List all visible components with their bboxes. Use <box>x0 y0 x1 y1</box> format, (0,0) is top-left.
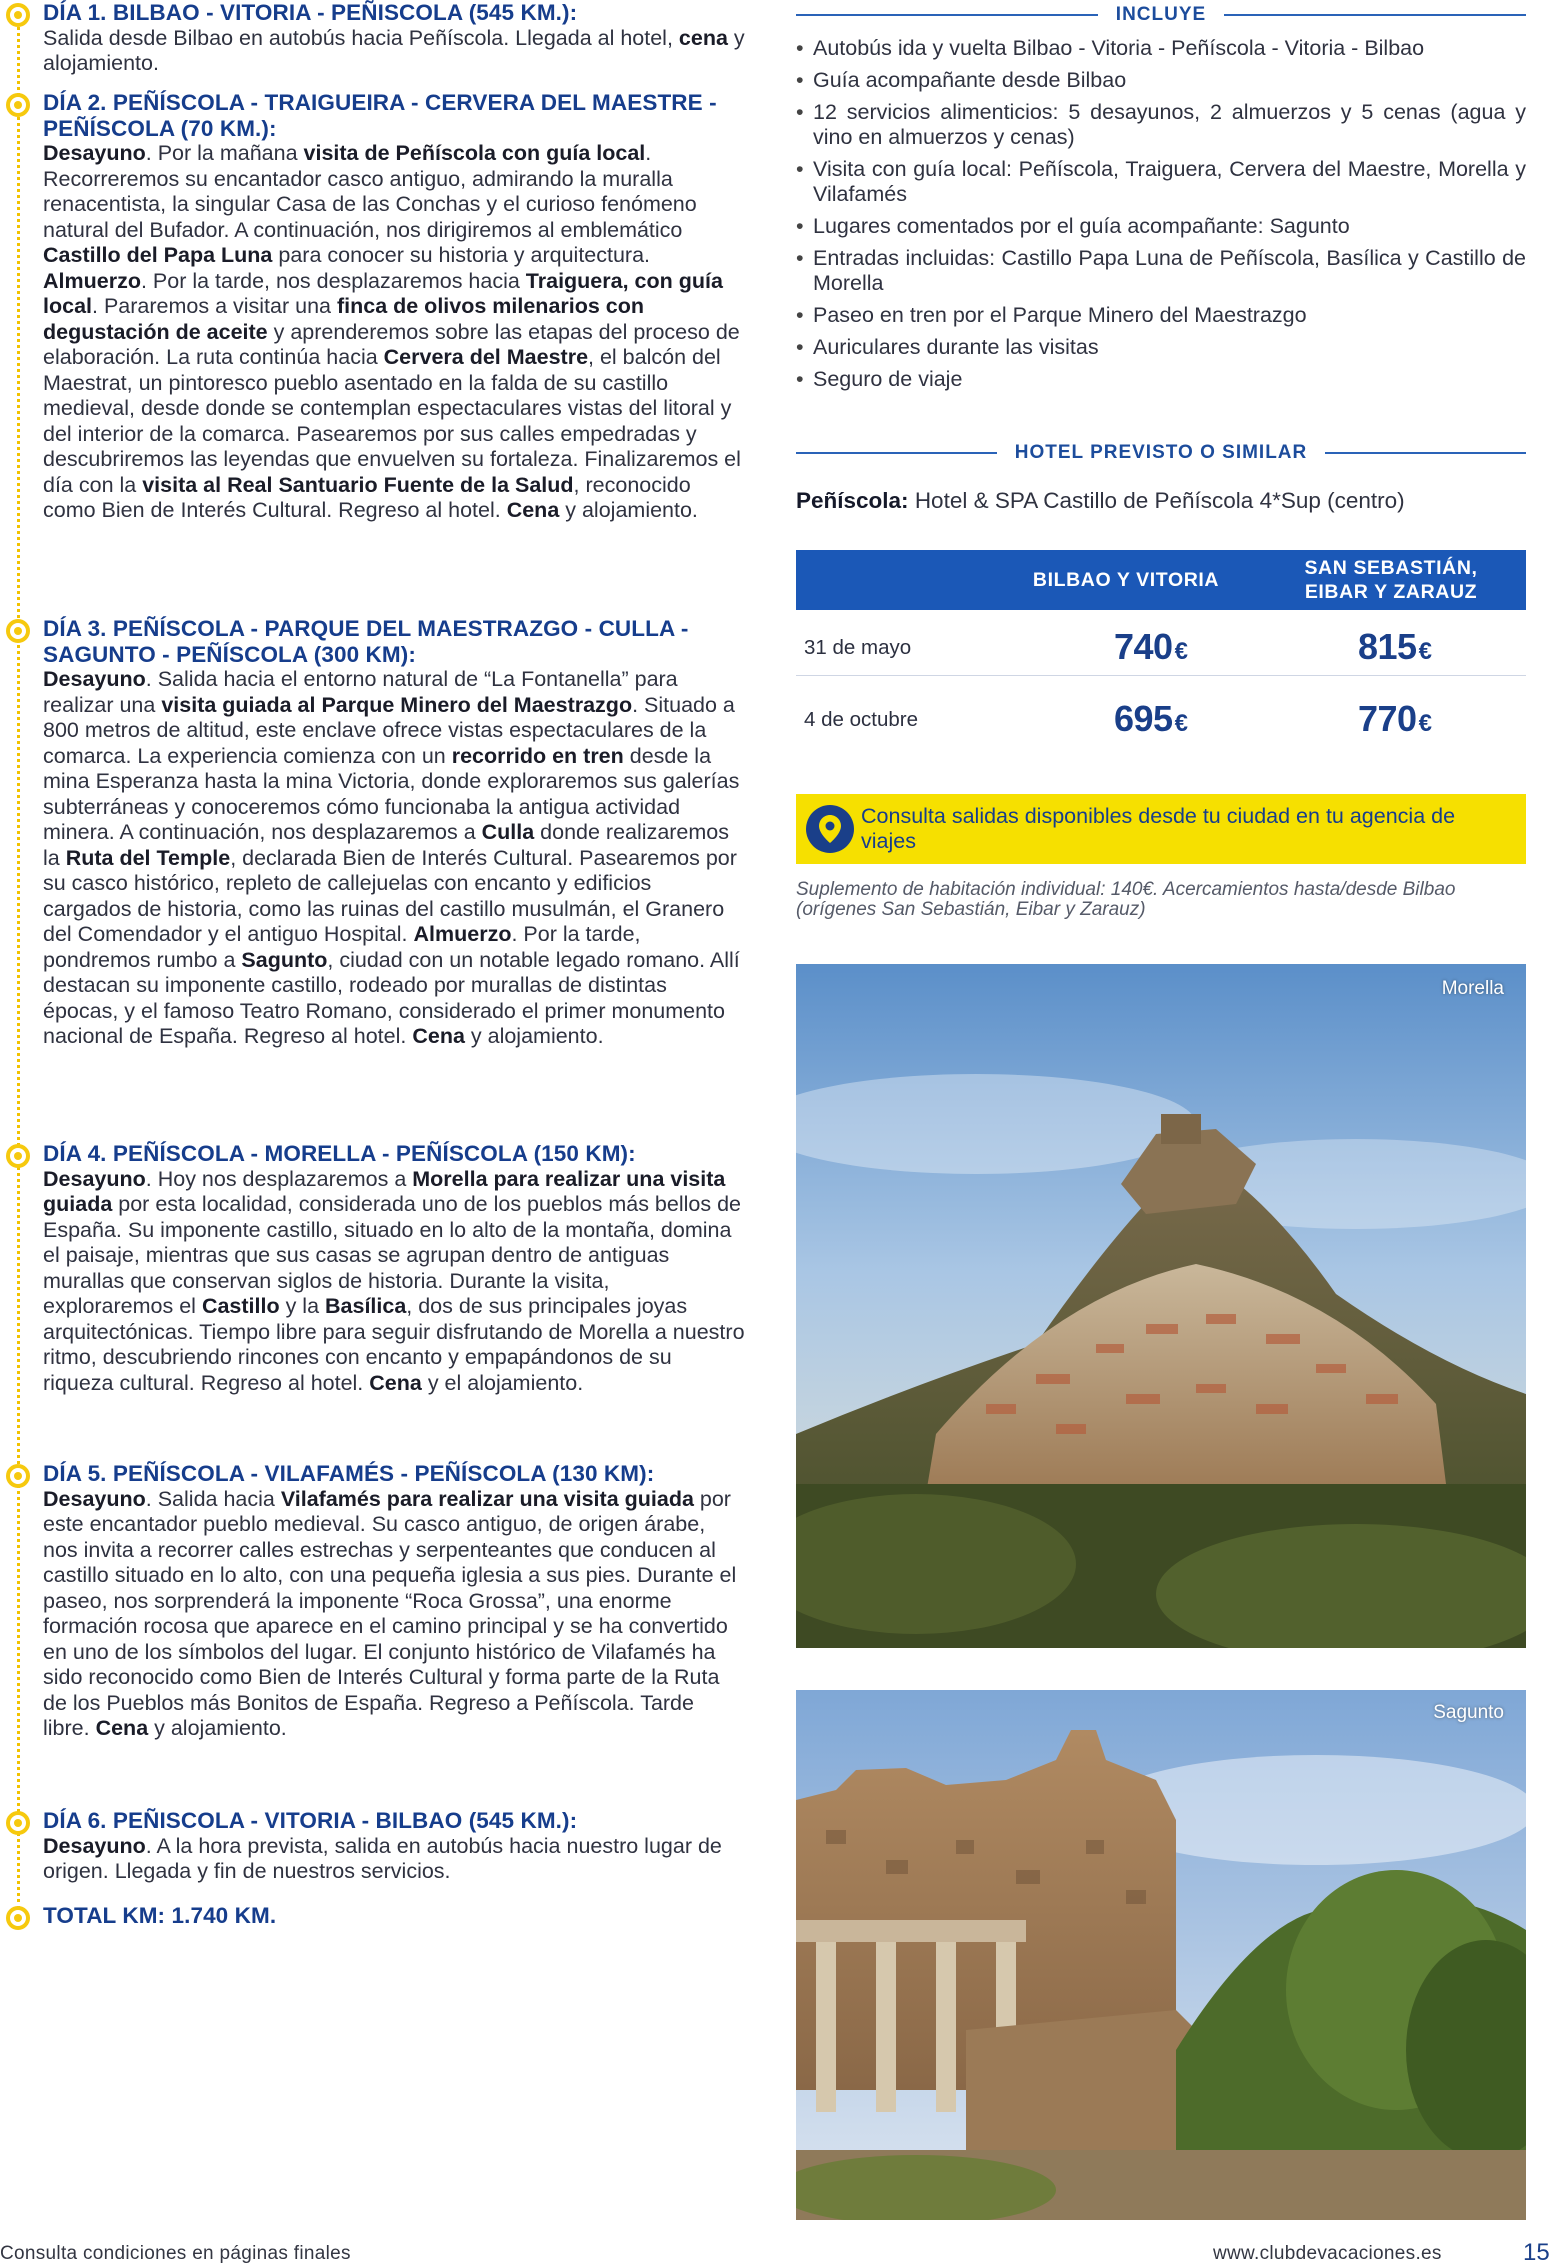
description-text: . Por la tarde, pondremos rumbo a <box>43 922 641 972</box>
price-value: 815 <box>1358 626 1417 667</box>
price-column-san-sebastian-line1: SAN SEBASTIÁN, <box>1304 557 1478 579</box>
highlighted-text: Sagunto <box>241 947 328 972</box>
highlighted-text: Cena <box>412 1024 465 1048</box>
highlighted-text: Traiguera, con guía local <box>43 268 723 318</box>
timeline-marker-icon <box>6 1811 30 1835</box>
day-description <box>43 1487 745 1742</box>
highlighted-text: Desayuno <box>43 1486 146 1511</box>
highlighted-text: finca de olivos milenarios con degustación de aceite <box>43 294 645 344</box>
day-title: DÍA 3. PEÑÍSCOLA - PARQUE DEL MAESTRAZGO - CULLA - SAGUNTO - PEÑÍSCOLA (300 KM): <box>43 616 689 667</box>
day-6 <box>0 1808 745 1885</box>
day-title: DÍA 6. PEÑISCOLA - VITORIA - BILBAO (545 KM.): <box>43 1808 578 1833</box>
price-value: 770 <box>1358 698 1417 739</box>
highlighted-text: Basílica <box>325 1294 407 1318</box>
total-km <box>0 1903 745 1929</box>
price-column-san-sebastian <box>1276 550 1506 610</box>
incluye-list <box>796 36 1526 399</box>
day-title: DÍA 5. PEÑÍSCOLA - VILAFAMÉS - PEÑÍSCOLA (130 KM): <box>43 1461 655 1486</box>
incluye-heading-label: INCLUYE <box>1115 4 1207 25</box>
currency-symbol: € <box>1174 638 1188 665</box>
timeline-marker-icon <box>6 619 30 643</box>
price-column-bilbao-vitoria: BILBAO Y VITORIA <box>1032 569 1220 591</box>
incluye-item: • Entradas incluidas: Castillo Papa Luna de Peñíscola, Basílica y Castillo de Morella <box>796 246 1526 296</box>
morella-caption: Morella <box>1441 978 1504 999</box>
incluye-item: • Guía acompañante desde Bilbao <box>796 68 1526 93</box>
description-text: , dos de sus principales joyas arquitectónicas. Tiempo libre para seguir disfrutando de Morella a nuestro ritmo, descubriendo rincones con encanto y empapándonos de su riqueza cultural. Regreso al hotel. <box>43 1294 745 1395</box>
day-2 <box>0 90 745 524</box>
hotel-city: Peñíscola: <box>796 488 909 513</box>
highlighted-text: Cena <box>95 1716 149 1740</box>
timeline-marker-icon <box>6 1144 30 1168</box>
description-text: y el alojamiento. <box>421 1370 584 1395</box>
description-text: . Hoy nos desplazaremos a <box>145 1166 413 1191</box>
price-san-sebastian <box>1358 626 1431 668</box>
description-text: Salida desde Bilbao en autobús hacia Peñíscola. Llegada al hotel, <box>43 25 679 50</box>
price-bilbao-vitoria <box>1114 698 1187 740</box>
day-4 <box>0 1141 745 1396</box>
price-row-date: 4 de octubre <box>804 708 918 731</box>
footer-website-link[interactable]: www.clubdevacaciones.es <box>1213 2243 1442 2264</box>
hotel-heading-label: HOTEL PREVISTO O SIMILAR <box>1014 442 1308 463</box>
highlighted-text: visita guiada al Parque Minero del Maestrazgo <box>161 692 633 717</box>
incluye-item: • Auriculares durante las visitas <box>796 335 1526 360</box>
description-text: . Por la mañana <box>145 141 304 165</box>
description-text: para conocer su historia y arquitectura. <box>272 243 651 267</box>
highlighted-text: visita de Peñíscola con guía local <box>303 141 646 165</box>
incluye-item: • Paseo en tren por el Parque Minero del Maestrazgo <box>796 303 1526 328</box>
price-column-san-sebastian-line2: EIBAR Y ZARAUZ <box>1304 581 1478 603</box>
hotel-name: Hotel & SPA Castillo de Peñíscola 4*Sup (centro) <box>914 488 1405 513</box>
hotel-heading <box>796 438 1526 468</box>
currency-symbol: € <box>1174 710 1188 737</box>
day-description <box>43 26 745 77</box>
price-table-header <box>796 550 1526 610</box>
day-description <box>43 1834 745 1885</box>
description-text: y alojamiento. <box>43 25 745 75</box>
highlighted-text: Desayuno <box>43 667 146 691</box>
highlighted-text: Castillo <box>201 1294 280 1318</box>
departures-banner-text: Consulta salidas disponibles desde tu ciudad en tu agencia de viajes <box>861 804 1456 853</box>
day-description <box>43 1167 745 1397</box>
location-pin-icon <box>806 805 854 853</box>
price-san-sebastian <box>1358 698 1431 740</box>
description-text: por esta localidad, considerada uno de los pueblos más bellos de España. Su imponente castillo, situado en lo alto de la montaña, domina el paisaje, mientras que sus casas se agrupan dentro de antiguas murallas que conservan siglos de historia. Durante la visita, exploraremos el <box>43 1192 741 1318</box>
description-text: , ciudad con un notable legado romano. Allí destacan su imponente castillo, rodeado por murallas de distintas épocas, y el famoso Teatro Romano, considerado el primer monumento nacional de España. Regreso al hotel. <box>43 947 740 1048</box>
total-km-title: TOTAL KM: 1.740 KM. <box>43 1903 277 1928</box>
highlighted-text: Almuerzo <box>413 922 512 946</box>
description-text: y aprenderemos sobre las etapas del proceso de elaboración. La ruta continúa hacia <box>43 319 740 369</box>
hotel-info <box>796 488 1526 514</box>
day-5 <box>0 1461 745 1742</box>
highlighted-text: Castillo del Papa Luna <box>43 243 273 267</box>
sagunto-photo <box>796 1690 1526 2220</box>
highlighted-text: Cena <box>506 498 560 522</box>
description-text: , reconocido como Bien de Interés Cultural. Regreso al hotel. <box>43 472 691 522</box>
description-text: y alojamiento. <box>559 498 698 522</box>
description-text: . Salida hacia <box>145 1486 281 1511</box>
footer-conditions: Consulta condiciones en páginas finales <box>0 2243 351 2264</box>
incluye-item: • Seguro de viaje <box>796 367 1526 392</box>
currency-symbol: € <box>1418 638 1432 665</box>
incluye-item: • Visita con guía local: Peñíscola, Traiguera, Cervera del Maestre, Morella y Vilafamés <box>796 157 1526 207</box>
incluye-item: • Autobús ida y vuelta Bilbao - Vitoria - Peñíscola - Vitoria - Bilbao <box>796 36 1526 61</box>
page-number: 15 <box>1523 2239 1550 2266</box>
day-description <box>43 667 745 1050</box>
highlighted-text: Morella para realizar una visita guiada <box>43 1166 726 1216</box>
description-text: y alojamiento. <box>464 1024 604 1048</box>
day-description <box>43 141 745 524</box>
highlighted-text: cena <box>678 25 728 50</box>
day-1 <box>0 0 745 77</box>
day-title: DÍA 2. PEÑÍSCOLA - TRAIGUEIRA - CERVERA DEL MAESTRE - PEÑÍSCOLA (70 KM.): <box>43 90 717 141</box>
sagunto-caption: Sagunto <box>1433 1702 1504 1723</box>
timeline-marker-icon <box>6 93 30 117</box>
description-text: , el balcón del Maestrat, un pintoresco pueblo asentado en la falda de su castillo medieval, desde donde se contemplan espectaculares vistas del litoral y del interior de la comarca. Pasearemos por sus calles empedradas y descubriremos las leyendas que envuelven su fortaleza. Finalizaremos el día con la <box>43 345 741 497</box>
description-text: . A la hora prevista, salida en autobús hacia nuestro lugar de origen. Llegada y fin de nuestros servicios. <box>43 1833 722 1883</box>
description-text: donde realizaremos la <box>43 820 730 870</box>
highlighted-text: Cervera del Maestre <box>383 345 589 369</box>
currency-symbol: € <box>1418 710 1432 737</box>
description-text: desde la mina Esperanza hasta la mina Victoria, donde exploraremos sus galerías subterráneas y conoceremos cómo funcionaba la antigua actividad minera. A continuación, nos desplazaremos a <box>43 743 740 844</box>
highlighted-text: Desayuno <box>43 1166 146 1191</box>
highlighted-text: Desayuno <box>43 141 146 165</box>
description-text: y la <box>279 1294 325 1318</box>
departures-banner <box>796 794 1526 864</box>
price-table <box>796 550 1526 750</box>
description-text: . Pararemos a visitar una <box>92 294 337 318</box>
price-row <box>796 618 1526 678</box>
day-title: DÍA 1. BILBAO - VITORIA - PEÑISCOLA (545 KM.): <box>43 0 578 25</box>
description-text: . Por la tarde, nos desplazaremos hacia <box>140 268 526 293</box>
price-bilbao-vitoria <box>1114 626 1187 668</box>
incluye-item: • Lugares comentados por el guía acompañante: Sagunto <box>796 214 1526 239</box>
timeline-marker-icon <box>6 1464 30 1488</box>
incluye-item: • 12 servicios alimenticios: 5 desayunos, 2 almuerzos y 5 cenas (agua y vino en almuerzos y cenas) <box>796 100 1526 150</box>
highlighted-text: Cena <box>369 1370 422 1395</box>
price-value: 740 <box>1114 626 1173 667</box>
supplement-note: Suplemento de habitación individual: 140€. Acercamientos hasta/desde Bilbao (orígenes San Sebastián, Eibar y Zarauz) <box>796 879 1456 920</box>
price-row <box>796 690 1526 750</box>
description-text: y alojamiento. <box>148 1716 287 1740</box>
price-row-divider <box>796 675 1526 676</box>
highlighted-text: recorrido en tren <box>451 743 624 768</box>
price-value: 695 <box>1114 698 1173 739</box>
price-row-date: 31 de mayo <box>804 636 912 659</box>
incluye-heading <box>796 0 1526 30</box>
highlighted-text: Vilafamés para realizar una visita guiada <box>280 1486 694 1511</box>
itinerary <box>0 0 745 1960</box>
timeline-marker-icon <box>6 1906 30 1930</box>
description-text: . Recorreremos su encantador casco antiguo, admirando la muralla renacentista, la singular Casa de las Conchas y el curioso fenómeno natural del Bufador. A continuación, nos dirigiremos al emblemático <box>43 141 697 242</box>
highlighted-text: Almuerzo <box>43 268 141 293</box>
day-title: DÍA 4. PEÑÍSCOLA - MORELLA - PEÑÍSCOLA (150 KM): <box>43 1141 636 1166</box>
timeline-marker-icon <box>6 3 30 27</box>
highlighted-text: Culla <box>481 820 535 844</box>
highlighted-text: Ruta del Temple <box>65 845 231 870</box>
highlighted-text: Desayuno <box>43 1833 146 1858</box>
description-text: , declarada Bien de Interés Cultural. Pasearemos por su casco histórico, repleto de callejuelas con encanto y edificios cargados de historia, como las ruinas del castillo musulmán, el Granero del Comendador y el antiguo Hospital. <box>43 845 737 946</box>
description-text: . Salida hacia el entorno natural de “La Fontanella” para realizar una <box>43 667 678 717</box>
day-3 <box>0 616 745 1050</box>
description-text: . Situado a 800 metros de altitud, este enclave ofrece vistas espectaculares de la comarca. La experiencia comienza con un <box>43 692 735 768</box>
morella-photo <box>796 964 1526 1648</box>
description-text: por este encantador pueblo medieval. Su casco antiguo, de origen árabe, nos invita a recorrer calles estrechas y serpenteantes que conducen al castillo situado en lo alto, con una pequeña iglesia a sus pies. Durante el paseo, nos sorprenderá la imponente “Roca Grossa”, una enorme formación rocosa que aparece en el camino principal y se ha convertido en uno de los símbolos del lugar. El conjunto histórico de Vilafamés ha sido reconocido como Bien de Interés Cultural y forma parte de la Ruta de los Pueblos más Bonitos de España. Regreso a Peñíscola. Tarde libre. <box>43 1486 737 1740</box>
highlighted-text: visita al Real Santuario Fuente de la Salud <box>142 472 574 497</box>
